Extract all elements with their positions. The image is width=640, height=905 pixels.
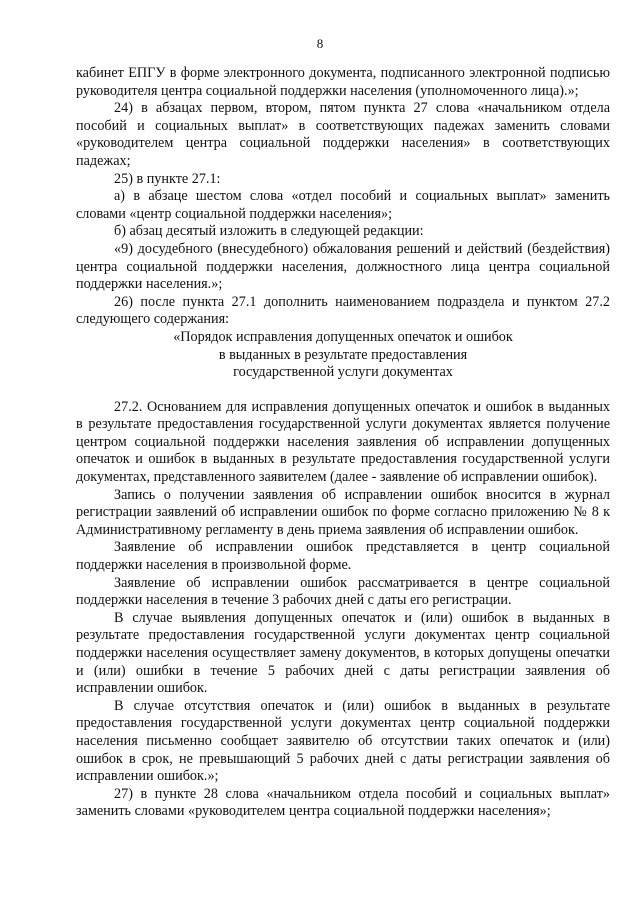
paragraph-8: 27.2. Основанием для исправления допущенных опечаток и ошибок в выданных в результате предоставления государственной услуги документах является получение центром социальной поддержки населения заявления об исправлении допущенных опечаток и ошибок в выданных в результате предоставления государственной услуги документах, представленного заявителем (далее - заявление об исправлении ошибок). [76,398,610,486]
paragraph-7: 26) после пункта 27.1 дополнить наименованием подраздела и пунктом 27.2 следующего содержания: [76,293,610,328]
paragraph-1: кабинет ЕПГУ в форме электронного документа, подписанного электронной подписью руководителя центра социальной поддержки населения (уполномоченного лица).»; [76,65,610,99]
paragraph-14: 27) в пункте 28 слова «начальником отдела пособий и социальных выплат» заменить словами «руководителем центра социальной поддержки населения»; [76,785,610,820]
document-body [76,65,610,821]
subsection-heading-line-3: государственной услуги документах [233,364,453,381]
subsection-heading-line-2: в выданных в результате предоставления [218,346,468,363]
paragraph-3: 25) в пункте 27.1: [114,170,221,187]
paragraph-12: В случае выявления допущенных опечаток и (или) ошибок в выданных в результате предоставления государственной услуги документах центр социальной поддержки населения осуществляет замену документов, в которых допущены опечатки и (или) ошибки в течение 5 рабочих дней с даты регистрации заявления об исправлении ошибок. [76,609,610,697]
subsection-heading-line-1: «Порядок исправления допущенных опечаток и ошибок [173,328,513,345]
paragraph-2: 24) в абзацах первом, втором, пятом пункта 27 слова «начальником отдела пособий и социальных выплат» в соответствующих падежах заменить словами «руководителем центра социальной поддержки населения» в соответствующих падежах; [76,100,610,169]
paragraph-11: Заявление об исправлении ошибок рассматривается в центре социальной поддержки населения в течение 3 рабочих дней с даты его регистрации. [76,574,610,609]
page-number: 8 [316,36,324,51]
paragraph-5: б) абзац десятый изложить в следующей редакции: [114,223,424,240]
paragraph-4: а) в абзаце шестом слова «отдел пособий и социальных выплат» заменить словами «центр социальной поддержки населения»; [76,188,610,222]
paragraph-9: Запись о получении заявления об исправлении ошибок вносится в журнал регистрации заявлений об исправлении ошибок по форме согласно приложению № 8 к Административному регламенту в день приема заявления об исправлении ошибок. [76,486,610,538]
paragraph-13: В случае отсутствия опечаток и (или) ошибок в выданных в результате предоставления государственной услуги документах центр социальной поддержки населения письменно сообщает заявителю об отсутствии таких опечаток и (или) ошибок в срок, не превышающий 5 рабочих дней с даты регистрации заявления об исправлении ошибок.»; [76,697,610,785]
paragraph-6: «9) досудебного (внесудебного) обжалования решений и действий (бездействия) центра социальной поддержки населения, должностного лица центра социальной поддержки населения.»; [76,240,610,293]
paragraph-10: Заявление об исправлении ошибок представляется в центр социальной поддержки населения в произвольной форме. [76,539,610,574]
